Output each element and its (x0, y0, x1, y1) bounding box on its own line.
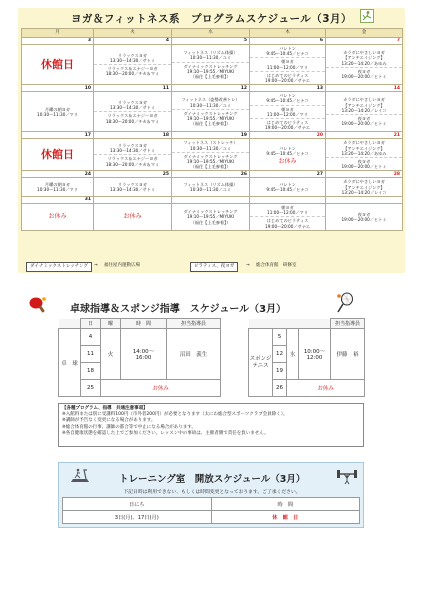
weekday-cell: 火 (101, 329, 121, 380)
weekday-cell: 水 (287, 329, 299, 380)
program-event: 月曜の朝ヨガ 10:30〜11:30／マリ (37, 182, 78, 193)
training-room-subtitle: 下記日時は利用できない、もしくは時間変更となっております。ご了承ください。 (123, 490, 301, 495)
date-number: 20 (250, 132, 326, 139)
notes-title: 【各種プログラム、指導 共通注意事項】 (62, 406, 148, 411)
date-number: 31 (22, 197, 94, 204)
day-events-cell (22, 139, 94, 171)
training-room-table (62, 497, 360, 524)
program-event: リラックス＆エナジーヨガ 18:30〜20:00／チカ＆マミ (94, 111, 171, 124)
program-event: リラックスヨガ 13:30〜14:30／サトミ (109, 52, 156, 63)
off-notice: お休み (287, 380, 365, 397)
day-events-cell (172, 204, 250, 231)
weekday-header: 火 (94, 29, 172, 38)
day-cell: 11 (81, 346, 101, 363)
day-cell: 4 (81, 329, 101, 346)
program-event: リラックス＆エナジーヨガ 18:30〜20:00／チカ＆マミ (94, 154, 171, 167)
day-events-cell (250, 204, 326, 231)
program-event: カラダにやさしいヨガ 【アンチエイジング】 13:20〜14:20／レイコ (341, 179, 387, 195)
day-events-cell (22, 45, 94, 85)
date-number: 19 (172, 132, 250, 139)
day-events-cell (22, 204, 94, 231)
program-event: ダイナミックストレッチング 19:10〜19:55／MIYUKI （福住【上毛参着】） (172, 152, 249, 171)
day-events-cell (250, 45, 326, 85)
day-events-cell (94, 139, 172, 171)
program-event: フィットネス（ストレッチ） 10:30〜11:30／ユミ (183, 140, 238, 151)
sponge-tennis-table (248, 318, 365, 397)
time-cell: 10:00〜 12:00 (299, 329, 331, 380)
date-number: 7 (326, 38, 403, 45)
coach-cell: 沼田 義生 (167, 329, 221, 380)
day-events-cell (94, 178, 172, 197)
day-events-cell (94, 45, 172, 85)
program-event: ダイナミックストレッチング 19:10〜19:55／MIYUKI （福住【上毛参着】） (172, 62, 249, 81)
tabletennis-schedule-title: 卓球指導＆スポンジ指導 スケジュール（3月） (70, 304, 287, 315)
date-number: 10 (22, 85, 94, 92)
program-event: 夜ヨガ 19:00〜20:00／ヒトミ (326, 157, 402, 170)
day-events-cell (172, 139, 250, 171)
program-event: ダイナミックストレッチング 19:10〜19:55／MIYUKI （福住【上毛参着】） (172, 109, 249, 128)
legend-place-pilates: 総合体育館 研修室 (256, 263, 297, 268)
off-notice: お休み (123, 213, 142, 221)
program-event: リラックスヨガ 13:30〜14:30／サトミ (109, 99, 156, 111)
program-event: 夜ヨガ 19:00〜20:00／ヒトミ (326, 67, 402, 80)
program-event: フィットネス（姿勢改善トレ） 10:30〜11:30／ユミ (181, 97, 240, 108)
program-event: カラダにやさしいヨガ 【アンチエイジング】 13:20〜14:20／あゆみ (341, 50, 387, 66)
notes-line: ※講師が予告なく変更になる場合があります。 (62, 418, 156, 424)
day-events-cell (250, 139, 326, 171)
date-number (94, 197, 172, 204)
program-event: 月曜の朝ヨガ 10:30〜11:30／マリ (37, 106, 78, 117)
program-event: 朝ヨガ 11:00〜12:00／マリ (250, 57, 325, 70)
day-cell: 18 (81, 363, 101, 380)
off-notice: お休み (48, 213, 67, 221)
notes-line: ※各自健康状態を確認した上でご参加ください。レッスン中の事故は、主催者側で責任を負いません。 (62, 430, 269, 436)
date-number: 26 (172, 171, 250, 178)
program-event: バレトン 9:45〜10:45／ヒナコ (266, 182, 309, 193)
day-events-cell (326, 92, 403, 132)
day-events-cell (22, 178, 94, 197)
table-tennis-paddle-icon (28, 296, 48, 314)
day-cell: 25 (81, 380, 101, 397)
weightlifting-icon (335, 467, 359, 485)
program-event: 朝ヨガ 11:00〜12:00／マリ (267, 205, 308, 216)
date-number: 13 (250, 85, 326, 92)
closed-day-label: 休館日 (41, 148, 74, 162)
day-cell: 19 (273, 363, 287, 380)
date-number: 24 (22, 171, 94, 178)
date-number: 11 (94, 85, 172, 92)
program-event: バレトン 9:45〜10:45／ヒナコ (266, 46, 309, 57)
coach-cell: 伊藤 裕 (331, 329, 365, 380)
program-event: バレトン 9:45〜10:45／ヒナコ (266, 146, 309, 157)
closed-day-label: 休館日 (41, 58, 74, 72)
program-event: はじめてのピラティス 19:00〜20:00／サナエ (250, 118, 325, 131)
day-events-cell (94, 204, 172, 231)
date-number: 28 (326, 171, 403, 178)
legend-box-pilates: ピラティス、夜ヨガ (190, 262, 238, 272)
sport-name: 卓 球 (59, 329, 81, 397)
header-coach: 担当指導員 (167, 319, 221, 329)
date-number: 18 (94, 132, 172, 139)
program-event: バレトン 9:45〜10:45／ヒナコ (266, 93, 309, 104)
date-number: 17 (22, 132, 94, 139)
off-notice: お休み (101, 380, 221, 397)
weekday-header: 水 (172, 29, 250, 38)
day-events-cell (172, 45, 250, 85)
program-calendar (21, 28, 403, 231)
date-number: 6 (250, 38, 326, 45)
notes-line: ※入館料または別に受講料100円（市外者200円）が必要となります（太にわ総合型スポーツクラブ会員除く）。 (62, 412, 288, 418)
day-events-cell (22, 92, 94, 132)
legend-arrow: → (94, 263, 98, 268)
date-number: 21 (326, 132, 403, 139)
program-event: フィットネス（リズム体操） 10:30〜11:30／ユミ (183, 182, 238, 193)
training-room-title: トレーニング室 開放スケジュール（3月） (119, 474, 306, 485)
header-date: 日にち (63, 498, 212, 511)
date-number: 3 (22, 38, 94, 45)
program-event: リラックスヨガ 13:30〜14:30／サトミ (109, 182, 156, 193)
day-events-cell (94, 92, 172, 132)
program-event: 朝ヨガ 11:00〜12:00／マリ (250, 105, 325, 118)
legend-place-stretching: 福住屋内運動広場 (104, 263, 140, 268)
date-number: 5 (172, 38, 250, 45)
day-cell: 26 (273, 380, 287, 397)
day-events-cell (250, 178, 326, 197)
program-schedule-title: ヨガ＆フィットネス系 プログラムスケジュール（3月） (70, 13, 353, 25)
day-events-cell (326, 178, 403, 197)
day-cell: 12 (273, 346, 287, 363)
date-number: 14 (326, 85, 403, 92)
program-event: リラックスヨガ 13:30〜14:30／サトミ (109, 143, 156, 154)
program-schedule-panel (18, 8, 405, 273)
notes-line: ※総合体育館の行事、講師の都合等で中止になる場合があります。 (62, 424, 196, 430)
program-event: はじめてのピラティス 19:00〜20:00／サナエ (250, 71, 325, 84)
closed-notice-cell: 休 館 日 (211, 511, 360, 524)
program-event: はじめてのピラティス 19:00〜20:00／サナエ (250, 216, 325, 229)
tabletennis-table (58, 318, 221, 397)
header-day: 日 (81, 319, 101, 329)
off-notice: お休み (278, 157, 297, 165)
header-time: 時 間 (121, 319, 167, 329)
date-number: 25 (94, 171, 172, 178)
day-events-cell (326, 204, 403, 231)
yoga-pose-icon (360, 9, 374, 23)
common-notes-box (58, 403, 364, 447)
legend-box-stretching: ダイナミックストレッチング (26, 262, 92, 272)
date-number (172, 197, 250, 204)
legend-arrow: → (246, 263, 250, 268)
day-events-cell (250, 92, 326, 132)
weekday-header: 金 (326, 29, 403, 38)
day-events-cell (326, 45, 403, 85)
day-cell: 5 (273, 329, 287, 346)
program-event: フィットネス（リズム体操） 10:30〜11:30／ユミ (183, 50, 238, 61)
closed-dates-cell: 3日(月)、17日(月) (63, 511, 212, 524)
program-event: 夜ヨガ 19:00〜20:00／ヒトミ (341, 211, 387, 222)
header-time: 時 間 (211, 498, 360, 511)
sport-name: スポンジ テニス (249, 329, 273, 397)
program-event: カラダにやさしいヨガ 【アンチエイジング】 13:20〜14:20／レイコ (341, 97, 387, 113)
program-event: カラダにやさしいヨガ 【アンチエイジング】 13:20〜14:20／あゆみ (341, 140, 387, 156)
header-coach: 担当指導員 (331, 319, 365, 329)
program-event: 夜ヨガ 19:00〜20:00／ヒトミ (326, 114, 402, 127)
time-cell: 14:00〜 16:00 (121, 329, 167, 380)
header-weekday: 曜 (101, 319, 121, 329)
day-events-cell (326, 139, 403, 171)
weekday-header: 木 (250, 29, 326, 38)
program-event: ダイナミックストレッチング 19:10〜19:55／MIYUKI （福住【上毛参着】） (183, 209, 238, 225)
date-number: 27 (250, 171, 326, 178)
training-room-panel (58, 462, 364, 528)
tennis-racket-icon (336, 292, 354, 314)
day-events-cell (172, 92, 250, 132)
date-number: 4 (94, 38, 172, 45)
treadmill-icon (69, 467, 91, 485)
program-event: リラックス＆エナジーヨガ 18:30〜20:00／チカ＆マミ (94, 64, 171, 77)
date-number (326, 197, 403, 204)
day-events-cell (172, 178, 250, 197)
weekday-header: 月 (22, 29, 94, 38)
date-number: 12 (172, 85, 250, 92)
date-number (250, 197, 326, 204)
